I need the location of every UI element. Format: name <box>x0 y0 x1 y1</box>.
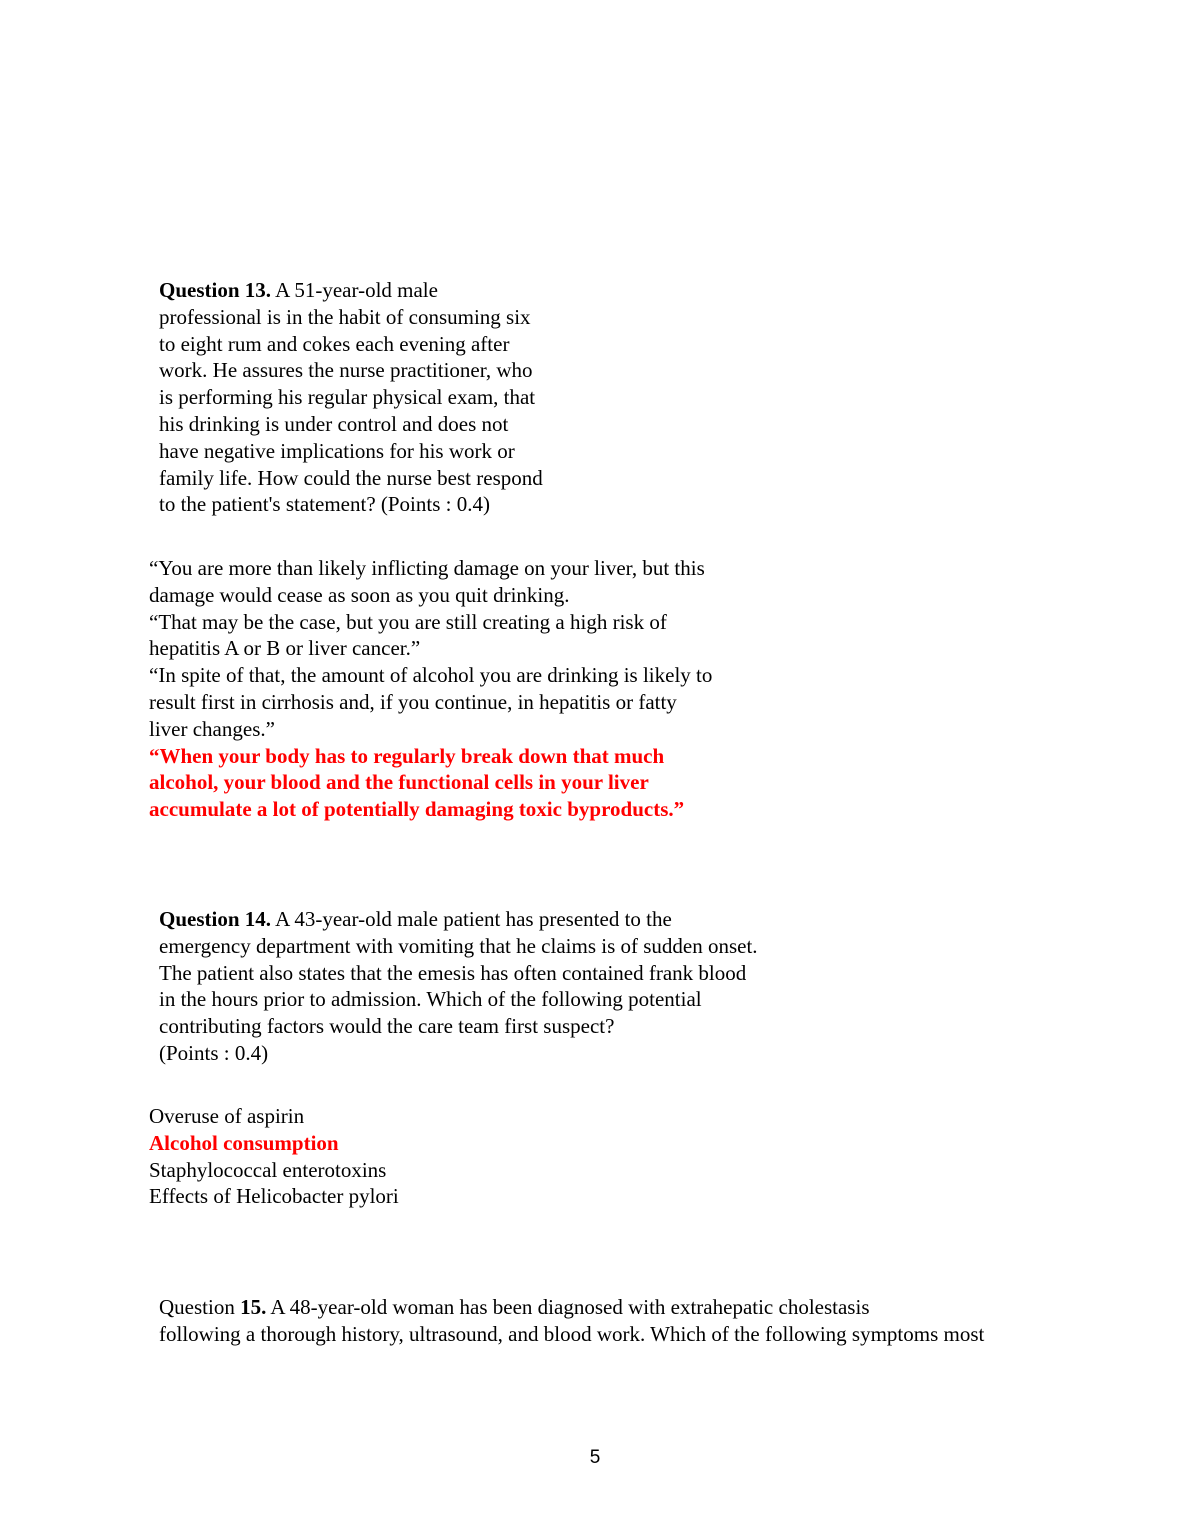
question-13-line: his drinking is under control and does not <box>159 411 509 436</box>
question-14-stem <box>159 906 758 1067</box>
question-14-line: Question 14. A 43-year-old male patient has presented to the <box>159 907 672 931</box>
question-13-line: Question 13. A 51-year-old male <box>159 278 438 302</box>
question-15-label: Question <box>159 1295 235 1319</box>
answer-option: Effects of Helicobacter pylori <box>149 1184 399 1209</box>
question-14-line: in the hours prior to admission. Which of the following potential <box>159 987 702 1012</box>
question-15-number: 15. <box>240 1295 267 1319</box>
correct-answer-option: Alcohol consumption <box>149 1130 339 1155</box>
question-13-line: work. He assures the nurse practitioner, who <box>159 358 533 383</box>
question-14-line: The patient also states that the emesis has often contained frank blood <box>159 960 747 985</box>
question-13-options <box>149 555 712 823</box>
question-13-line: to eight rum and cokes each evening after <box>159 331 510 356</box>
question-13-line: have negative implications for his work or <box>159 438 515 463</box>
question-13-line: to the patient's statement? (Points : 0.4) <box>159 492 490 517</box>
question-13-label: Question 13. <box>159 278 272 302</box>
question-13-line: professional is in the habit of consuming six <box>159 304 531 329</box>
question-14-line: emergency department with vomiting that he claims is of sudden onset. <box>159 933 758 958</box>
correct-answer-option: “When your body has to regularly break down that much alcohol, your blood and the functional cells in your liver accumulate a lot of potentially damaging toxic byproducts.” <box>149 743 685 822</box>
question-14-options <box>149 1103 399 1210</box>
question-14-label: Question 14. <box>159 907 272 931</box>
answer-option: “In spite of that, the amount of alcohol you are drinking is likely to result first in cirrhosis and, if you continue, in hepatitis or fatty liver changes.” <box>149 663 713 741</box>
answer-option: Staphylococcal enterotoxins <box>149 1157 387 1182</box>
question-13-stem <box>159 277 543 518</box>
question-13-line: is performing his regular physical exam, that <box>159 385 536 410</box>
answer-option: “That may be the case, but you are still creating a high risk of hepatitis A or B or liver cancer.” <box>149 609 667 661</box>
question-13-line: family life. How could the nurse best respond <box>159 465 543 490</box>
question-14-line: (Points : 0.4) <box>159 1040 269 1065</box>
question-15-line: following a thorough history, ultrasound, and blood work. Which of the following symptoms most <box>159 1321 985 1346</box>
question-14-line: contributing factors would the care team first suspect? <box>159 1014 615 1039</box>
question-15-stem <box>159 1294 984 1348</box>
answer-option: “You are more than likely inflicting damage on your liver, but this damage would cease as soon as you quit drinking. <box>149 556 705 607</box>
answer-option: Overuse of aspirin <box>149 1104 305 1128</box>
question-15-line: Question 15. A 48-year-old woman has been diagnosed with extrahepatic cholestasis <box>159 1295 870 1319</box>
page-number: 5 <box>589 1447 601 1468</box>
